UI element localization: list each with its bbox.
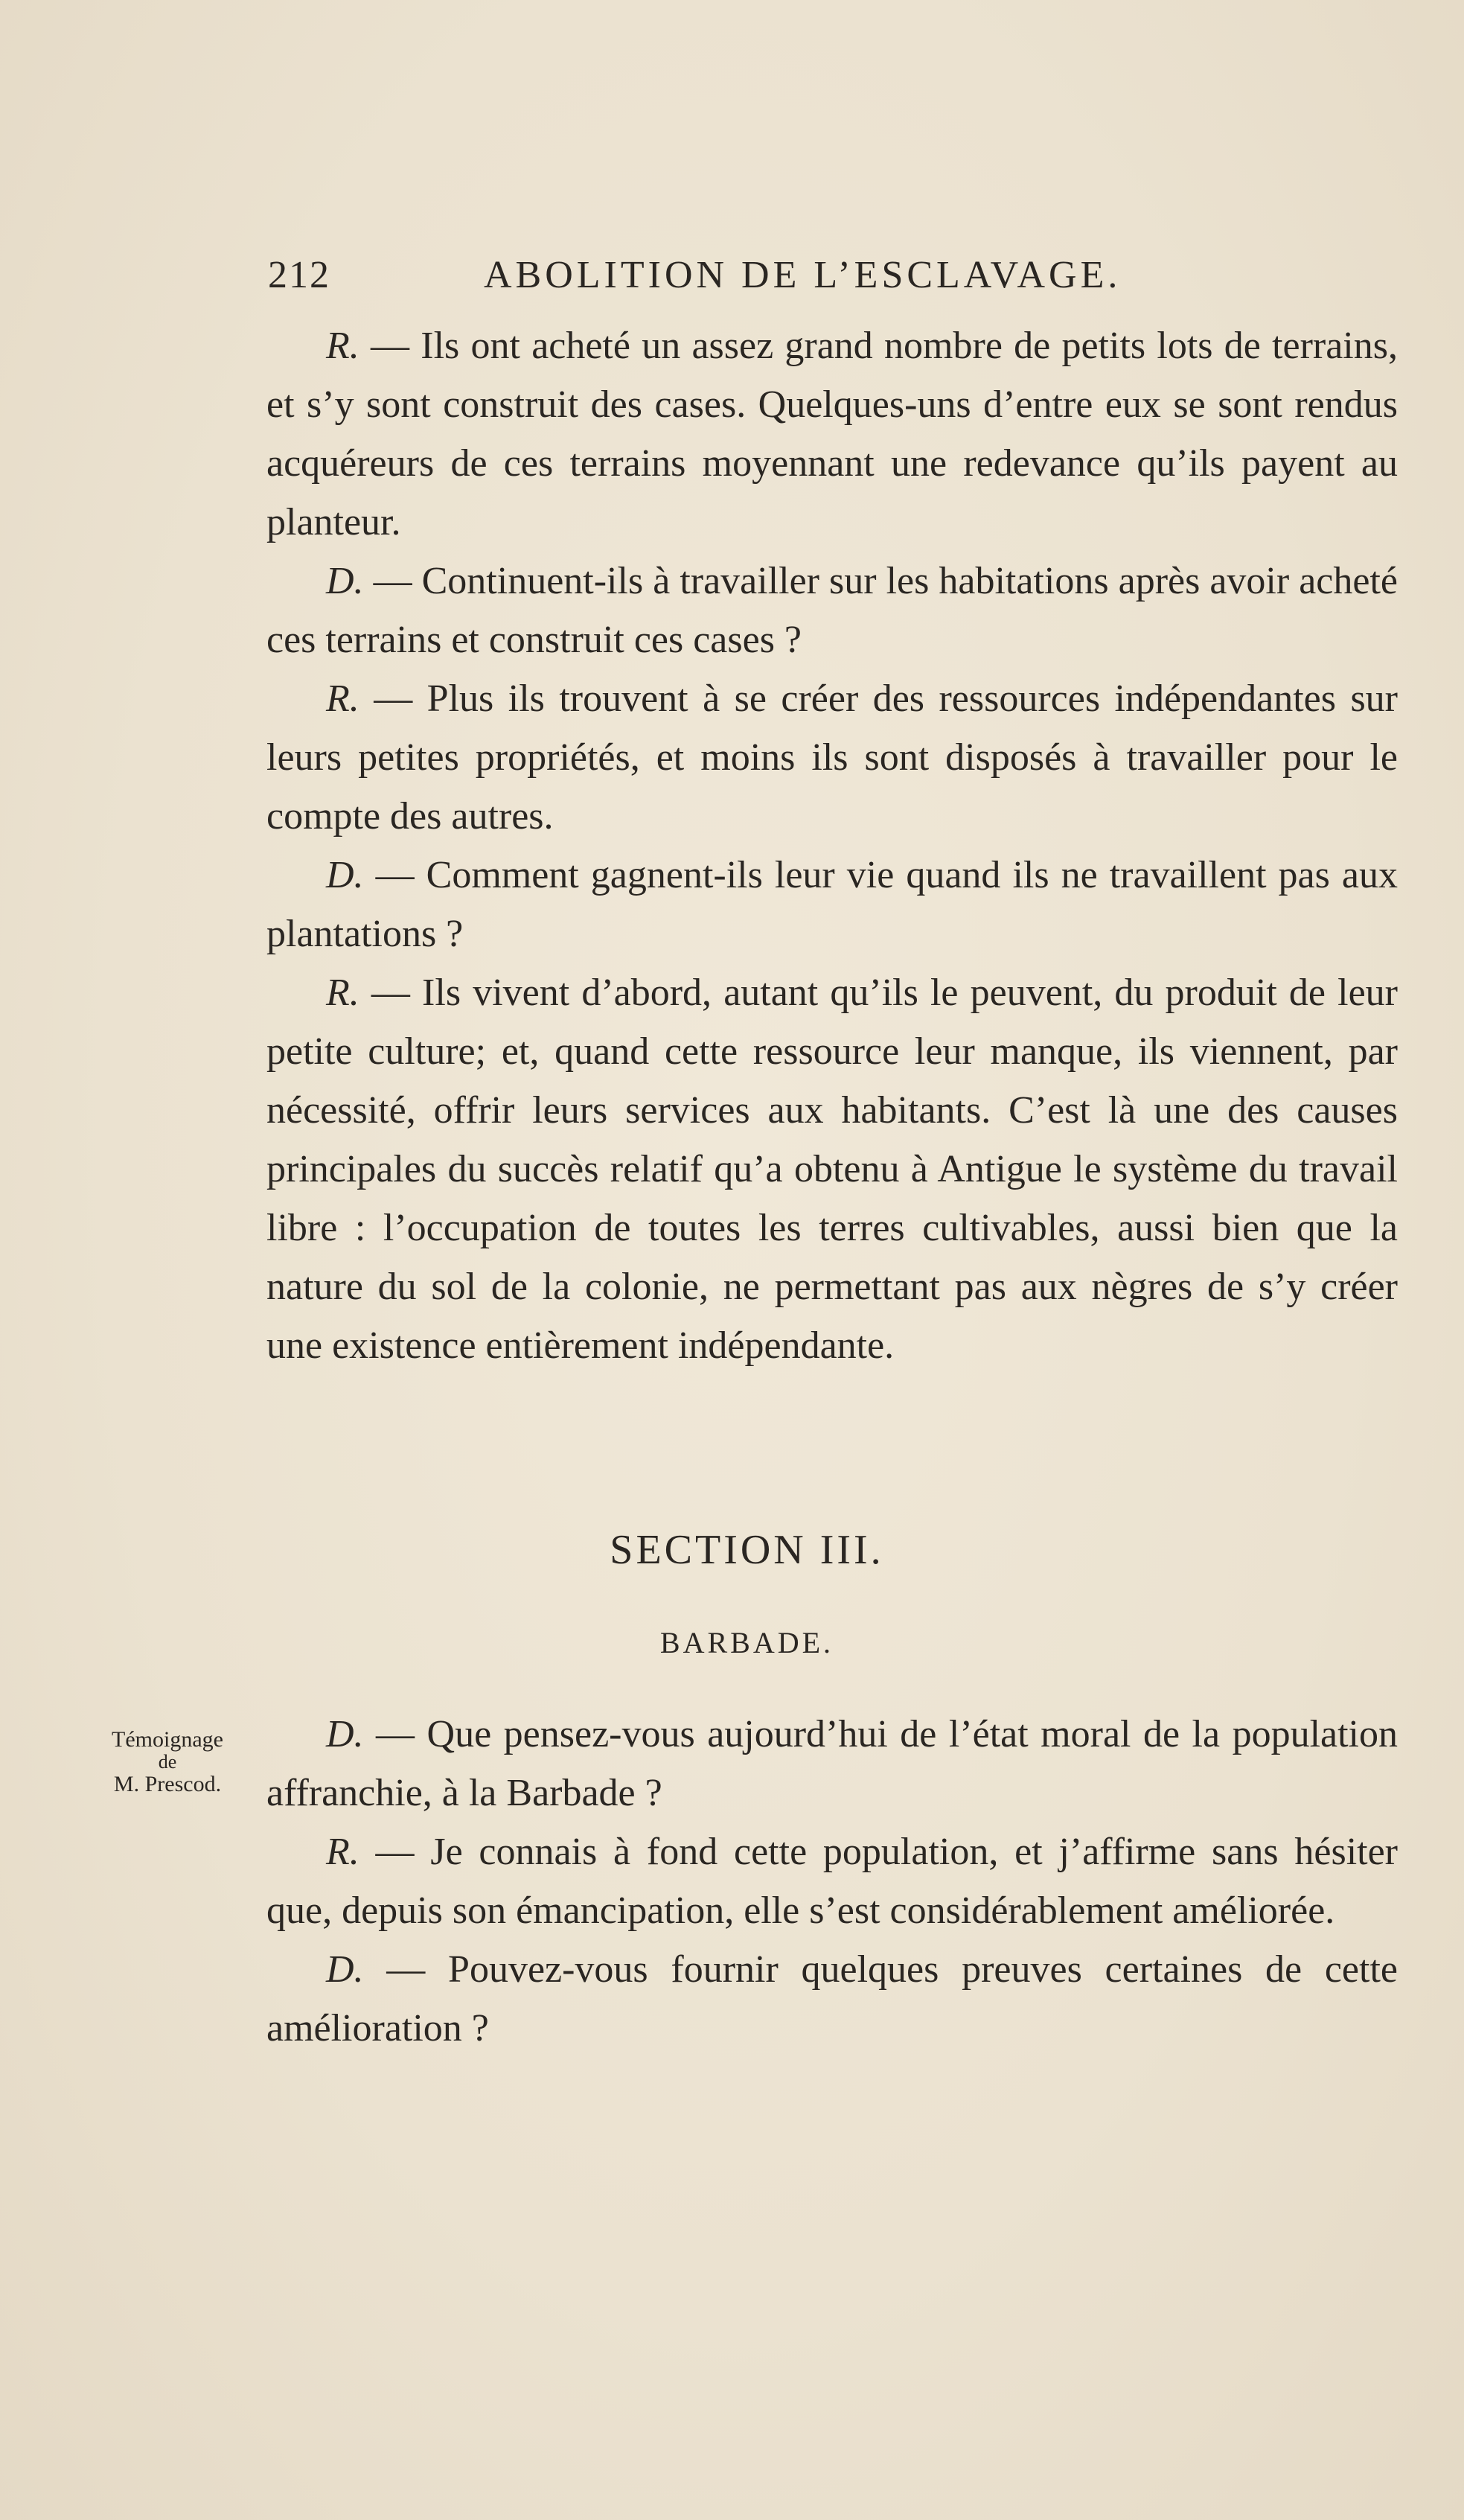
dialogue-paragraph xyxy=(266,669,1398,846)
speaker-label: D. xyxy=(326,560,364,602)
text-block-antigua xyxy=(266,316,1398,1375)
dialogue-paragraph xyxy=(266,846,1398,963)
text-block-barbados xyxy=(266,1705,1398,2058)
dialogue-paragraph xyxy=(266,552,1398,669)
speaker-label: D. xyxy=(326,1948,364,1991)
paragraph-text: — Continuent-ils à travailler sur les habitations après avoir acheté ces terrains et construit ces cases ? xyxy=(266,560,1398,661)
running-header xyxy=(268,253,1332,305)
speaker-label: R. xyxy=(326,1831,359,1873)
dialogue-paragraph xyxy=(266,316,1398,552)
paragraph-text: — Comment gagnent-ils leur vie quand ils ne travaillent pas aux plantations ? xyxy=(266,854,1398,955)
margin-note-line: de xyxy=(158,1751,177,1773)
margin-note xyxy=(82,1726,253,1799)
dialogue-paragraph xyxy=(266,1822,1398,1940)
speaker-label: R. xyxy=(326,325,359,367)
page-number: 212 xyxy=(268,254,330,296)
section-subheading: BARBADE. xyxy=(659,1626,834,1659)
paragraph-text: — Que pensez-vous aujourd’hui de l’état moral de la population affranchie, à la Barbade ? xyxy=(266,1713,1398,1814)
speaker-label: R. xyxy=(326,972,359,1014)
paragraph-text: — Ils ont acheté un assez grand nombre de petits lots de terrains, et s’y sont construit des cases. Quelques-uns d’entre eux se sont rendus acquéreurs de ces terrains moyennant une redevance qu’ils payent au planteur. xyxy=(266,325,1398,543)
paragraph-text: — Je connais à fond cette population, et j’affirme sans hésiter que, depuis son émancipation, elle s’est considérablement améliorée. xyxy=(266,1831,1398,1932)
dialogue-paragraph xyxy=(266,963,1398,1375)
speaker-label: D. xyxy=(326,1713,364,1755)
paragraph-text: — Pouvez-vous fournir quelques preuves certaines de cette amélioration ? xyxy=(266,1948,1398,2050)
dialogue-paragraph xyxy=(266,1705,1398,1822)
paragraph-text: — Ils vivent d’abord, autant qu’ils le peuvent, du produit de leur petite culture; et, quand cette ressource leur manque, ils viennent, par nécessité, offrir leurs services aux habitants. C’est là une des causes principales du succès relatif qu’a obtenu à Antigue le système du travail libre : l’occupation de toutes les terres cultivables, aussi bien que la nature du sol de la colonie, ne permettant pas aux nègres de s’y créer une existence entièrement indépendante. xyxy=(266,972,1398,1367)
speaker-label: R. xyxy=(326,677,359,720)
running-title: ABOLITION DE L’ESCLAVAGE. xyxy=(484,254,1122,296)
dialogue-paragraph xyxy=(266,1940,1398,2058)
margin-note-line: M. Prescod. xyxy=(113,1772,222,1796)
speaker-label: D. xyxy=(326,854,364,896)
margin-note-line: Témoignage xyxy=(112,1727,223,1752)
paragraph-text: — Plus ils trouvent à se créer des ressources indépendantes sur leurs petites propriétés, et moins ils sont disposés à travailler pour le compte des autres. xyxy=(266,677,1398,838)
section-heading: SECTION III. xyxy=(610,1527,884,1573)
